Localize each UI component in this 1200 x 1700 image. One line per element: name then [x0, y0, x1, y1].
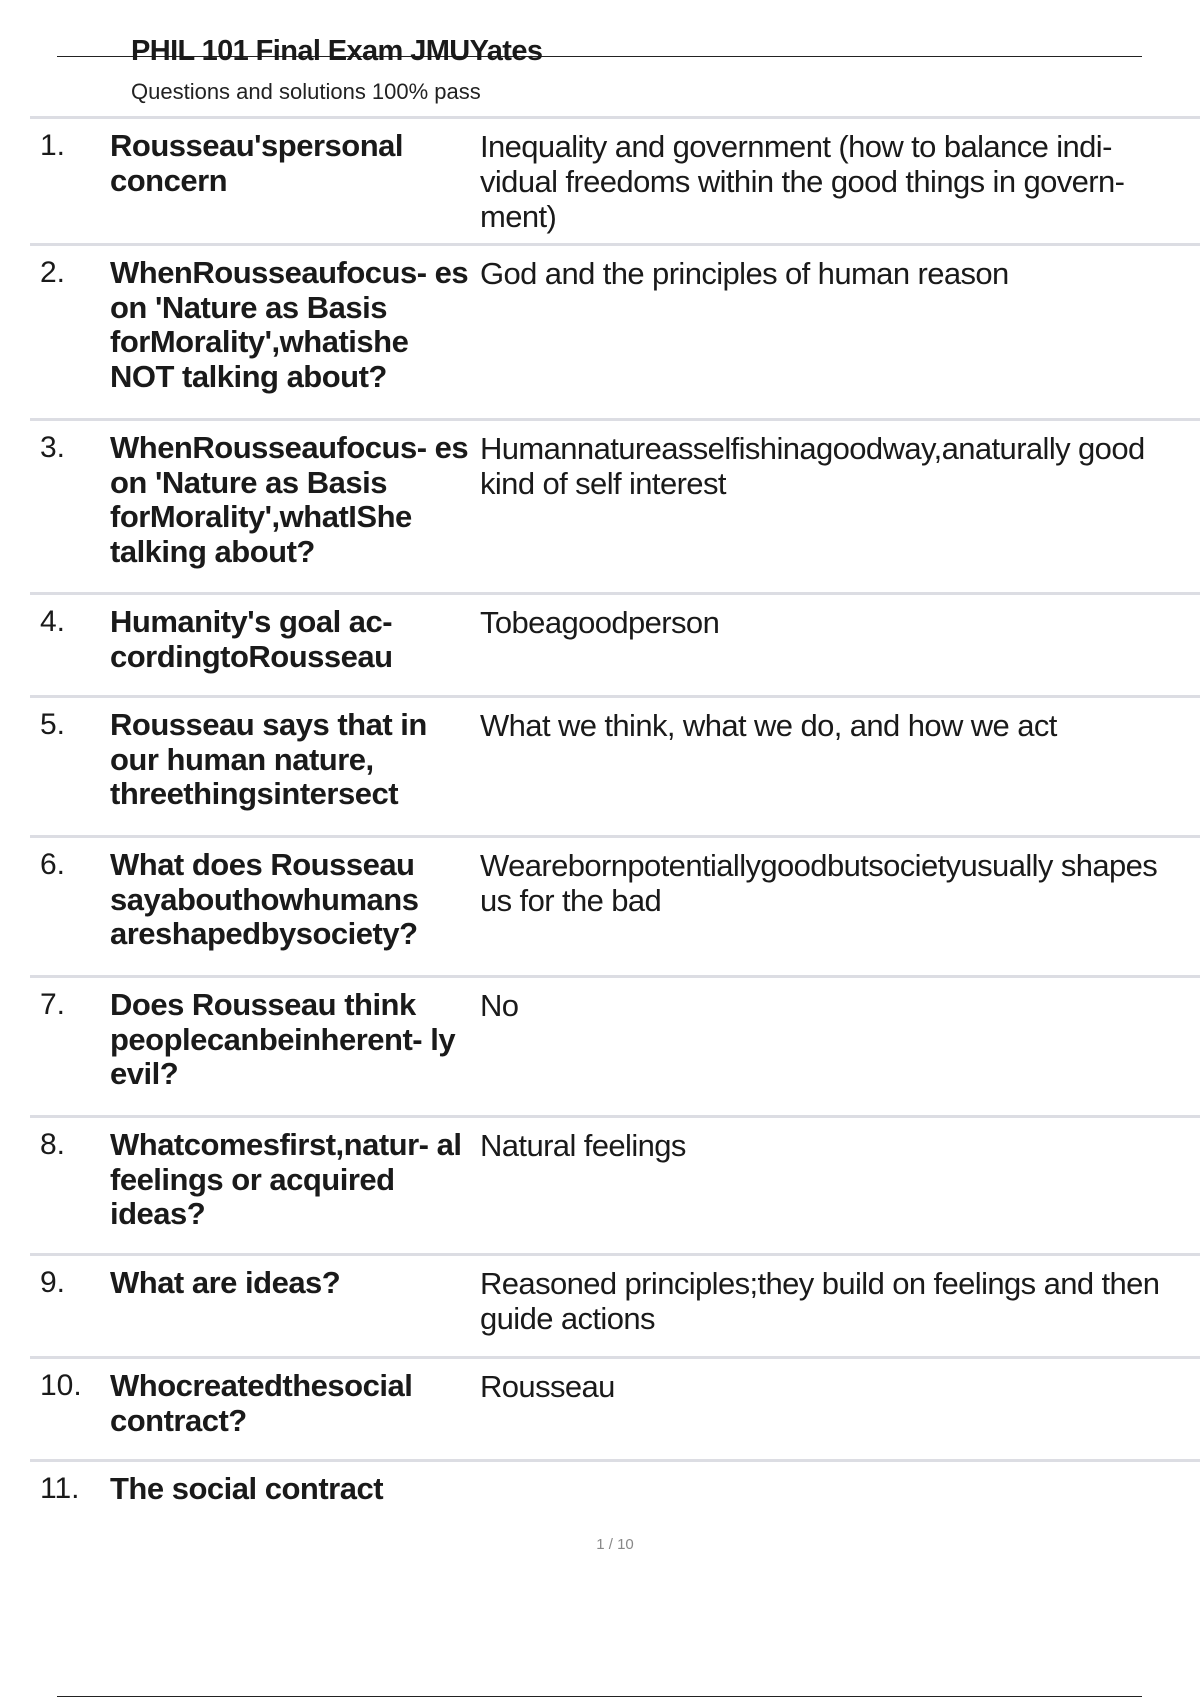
question-text: Whocreatedthesocial contract? [110, 1368, 413, 1438]
question-number: 3. [40, 431, 66, 464]
answer-text: What we think, what we do, and how we act [480, 708, 1057, 743]
question-number: 4. [40, 605, 66, 638]
question-text: Rousseau'spersonal concern [110, 128, 403, 198]
qa-row-10 [30, 1359, 1200, 1462]
question-number: 5. [40, 708, 66, 741]
qa-row-5 [30, 698, 1200, 838]
qa-row-9 [30, 1256, 1200, 1359]
answer-text: No [480, 988, 519, 1023]
footer-rule [57, 1696, 1142, 1697]
page-indicator: 1 / 10 [596, 1536, 634, 1553]
question-text: Humanity's goal ac- cordingtoRousseau [110, 604, 393, 674]
qa-row-6 [30, 838, 1200, 978]
answer-text: Wearebornpotentiallygoodbutsocietyusually shapes us for the bad [480, 848, 1158, 918]
qa-row-7 [30, 978, 1200, 1118]
question-text: WhenRousseaufocus- es on 'Nature as Basis forMorality',whatishe NOT talking about? [110, 255, 469, 394]
answer-text: Humannatureasselfishinagoodway,anaturally good kind of self interest [480, 431, 1145, 501]
question-number: 8. [40, 1128, 66, 1161]
answer-text: God and the principles of human reason [480, 256, 1009, 291]
answer-text: Natural feelings [480, 1128, 686, 1163]
question-number: 11. [40, 1472, 80, 1505]
question-number: 6. [40, 848, 66, 881]
answer-text: Inequality and government (how to balance indi- vidual freedoms within the good things in govern- ment) [480, 129, 1125, 234]
qa-table [30, 116, 1200, 1522]
qa-row-3 [30, 421, 1200, 595]
question-text: What does Rousseau sayabouthowhumans areshapedbysociety? [110, 847, 419, 951]
document-subtitle: Questions and solutions 100% pass [131, 79, 481, 104]
question-number: 7. [40, 988, 66, 1021]
question-number: 9. [40, 1266, 66, 1299]
question-text: The social contract [110, 1471, 384, 1506]
question-text: Rousseau says that in our human nature, threethingsintersect [110, 707, 427, 811]
qa-row-1 [30, 119, 1200, 246]
question-text: Does Rousseau think peoplecanbeinherent- ly evil? [110, 987, 456, 1091]
qa-row-4 [30, 595, 1200, 698]
answer-text: Reasoned principles;they build on feelings and then guide actions [480, 1266, 1160, 1336]
qa-row-8 [30, 1118, 1200, 1256]
answer-text: Tobeagoodperson [480, 605, 720, 640]
question-text: What are ideas? [110, 1265, 341, 1300]
question-number: 2. [40, 256, 66, 289]
question-number: 1. [40, 129, 66, 162]
document-title: PHIL 101 Final Exam JMUYates [131, 35, 543, 67]
question-text: Whatcomesfirst,natur- al feelings or acquired ideas? [110, 1127, 462, 1231]
qa-row-2 [30, 246, 1200, 421]
answer-text: Rousseau [480, 1369, 615, 1404]
qa-row-11 [30, 1462, 1200, 1522]
question-text: WhenRousseaufocus- es on 'Nature as Basis forMorality',whatIShe talking about? [110, 430, 469, 569]
answer-text [480, 1462, 1200, 1472]
question-number: 10. [40, 1369, 82, 1402]
